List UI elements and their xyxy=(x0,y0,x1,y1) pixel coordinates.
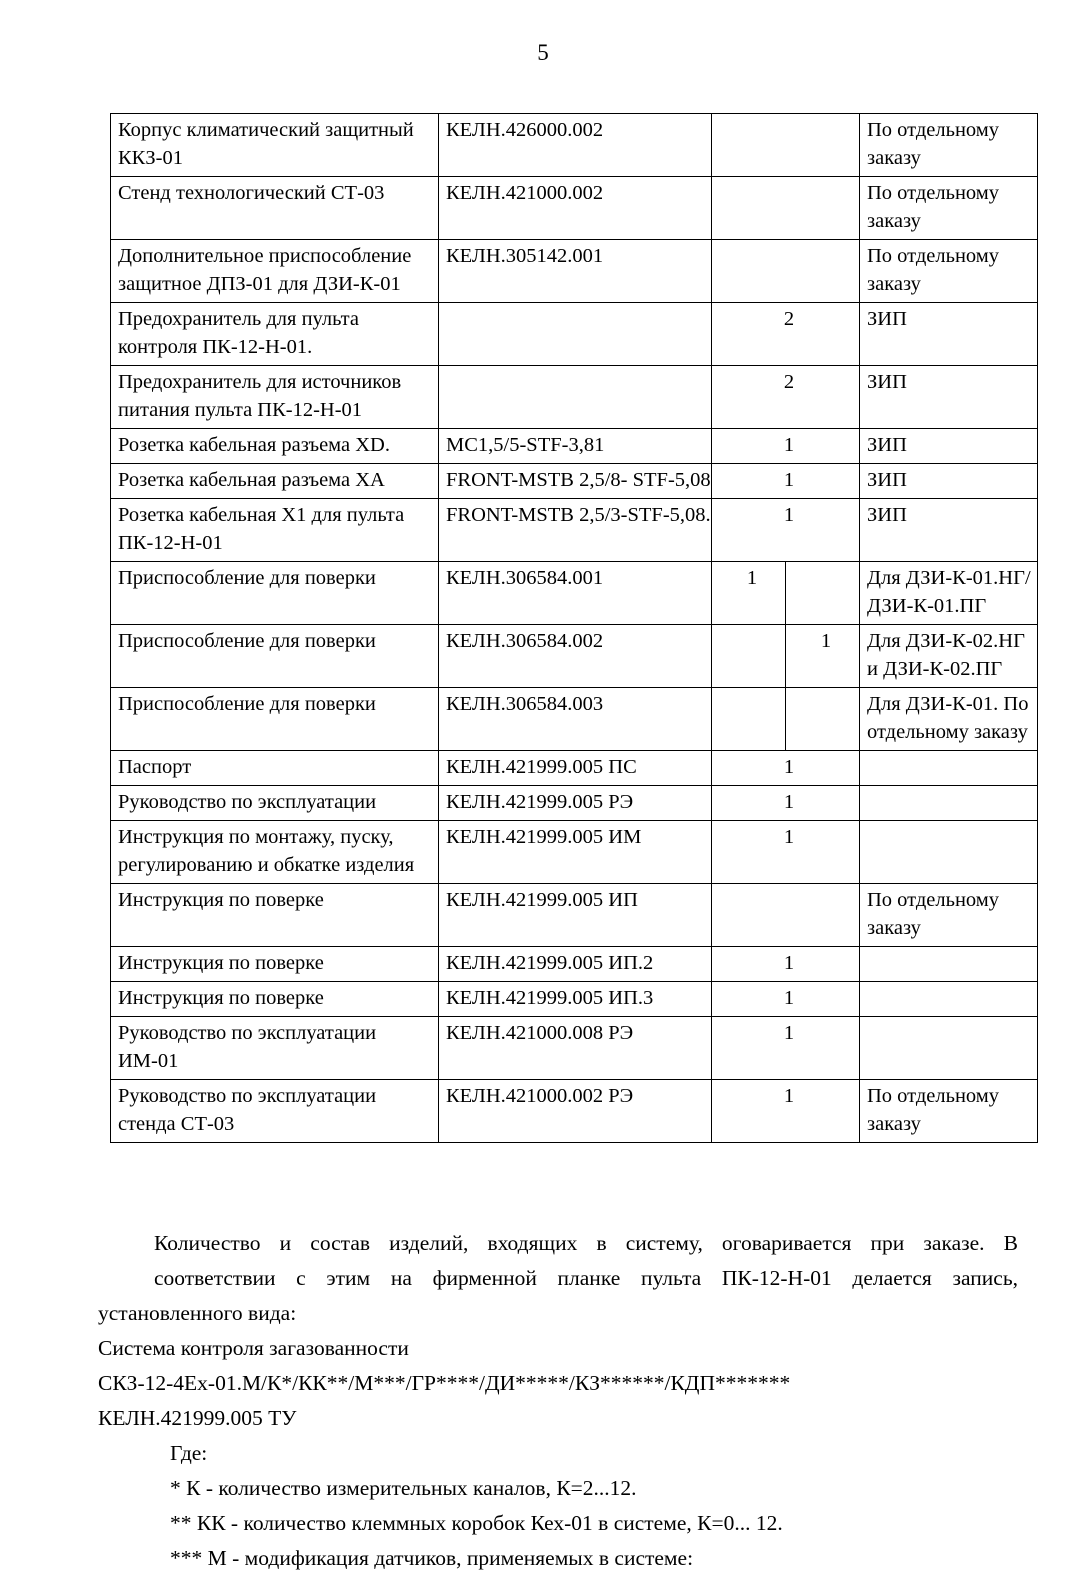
designation-line-1: FRONT-MSTB 2,5/8- xyxy=(446,469,628,491)
table-row xyxy=(111,786,1038,821)
table-row xyxy=(111,821,1038,884)
table-row xyxy=(111,625,1038,688)
table-row xyxy=(111,1080,1038,1143)
cell-designation: КЕЛН.421000.002 РЭ xyxy=(439,1080,712,1143)
table-row xyxy=(111,240,1038,303)
table-row xyxy=(111,562,1038,625)
cell-quantity-a xyxy=(712,688,786,751)
cell-name: Розетка кабельная Х1 для пульта ПК-12-Н-01 xyxy=(111,499,439,562)
cell-designation: МС1,5/5-STF-3,81 xyxy=(439,429,712,464)
cell-designation: КЕЛН.421999.005 РЭ xyxy=(439,786,712,821)
designation-line-2: STF-5,08 xyxy=(632,469,711,491)
cell-note xyxy=(860,1017,1038,1080)
table-row xyxy=(111,177,1038,240)
cell-note: По отдельному заказу xyxy=(860,114,1038,177)
cell-name: Приспособление для поверки xyxy=(111,562,439,625)
cell-quantity: 1 xyxy=(712,947,860,982)
table-row xyxy=(111,688,1038,751)
cell-note: Для ДЗИ-К-01. По отдельному заказу xyxy=(860,688,1038,751)
cell-note: По отдельному заказу xyxy=(860,884,1038,947)
cell-designation: КЕЛН.421999.005 ИП.2 xyxy=(439,947,712,982)
table-row xyxy=(111,429,1038,464)
table-row xyxy=(111,947,1038,982)
cell-designation: КЕЛН.421999.005 ПС xyxy=(439,751,712,786)
cell-note: По отдельному заказу xyxy=(860,177,1038,240)
cell-quantity: 1 xyxy=(712,1017,860,1080)
cell-quantity-b: 1 xyxy=(786,625,860,688)
cell-name: Инструкция по поверке xyxy=(111,884,439,947)
cell-designation xyxy=(439,303,712,366)
cell-name: Корпус климатический защитный ККЗ-01 xyxy=(111,114,439,177)
cell-name: Паспорт xyxy=(111,751,439,786)
cell-name: Розетка кабельная разъема XD. xyxy=(111,429,439,464)
cell-quantity: 1 xyxy=(712,1080,860,1143)
paragraph-order-note xyxy=(98,1226,1018,1331)
cell-designation xyxy=(439,464,712,499)
table-row xyxy=(111,1017,1038,1080)
cell-designation: КЕЛН.421000.008 РЭ xyxy=(439,1017,712,1080)
cell-note: ЗИП xyxy=(860,464,1038,499)
cell-designation: КЕЛН.426000.002 xyxy=(439,114,712,177)
footnote-triple-asterisk: *** М - модификация датчиков, применяемых в системе: xyxy=(170,1546,694,1570)
cell-note xyxy=(860,786,1038,821)
paragraph-line-3: установленного вида: xyxy=(98,1301,297,1325)
line-system-title: Система контроля загазованности xyxy=(98,1336,409,1360)
cell-note xyxy=(860,947,1038,982)
cell-note: ЗИП xyxy=(860,499,1038,562)
line-tu-designation: КЕЛН.421999.005 ТУ xyxy=(98,1406,297,1430)
label-where: Где: xyxy=(170,1441,208,1465)
cell-name: Приспособление для поверки xyxy=(111,625,439,688)
cell-quantity xyxy=(712,114,860,177)
cell-designation: КЕЛН.421999.005 ИП.3 xyxy=(439,982,712,1017)
cell-name: Инструкция по поверке xyxy=(111,947,439,982)
cell-name: Предохранитель для пульта контроля ПК-12-Н-01. xyxy=(111,303,439,366)
cell-name: Руководство по эксплуатации xyxy=(111,786,439,821)
components-specification-table xyxy=(110,113,1038,1143)
cell-name: Предохранитель для источников питания пульта ПК-12-Н-01 xyxy=(111,366,439,429)
cell-name: Дополнительное приспособление защитное ДПЗ-01 для ДЗИ-К-01 xyxy=(111,240,439,303)
cell-quantity: 1 xyxy=(712,821,860,884)
cell-name: Руководство по эксплуатации ИМ-01 xyxy=(111,1017,439,1080)
footnote-single-asterisk: * К - количество измерительных каналов, К=2...12. xyxy=(170,1476,637,1500)
cell-designation xyxy=(439,366,712,429)
cell-name: Розетка кабельная разъема ХА xyxy=(111,464,439,499)
cell-note: ЗИП xyxy=(860,429,1038,464)
cell-quantity: 1 xyxy=(712,499,860,562)
cell-quantity-a: 1 xyxy=(712,562,786,625)
cell-designation: КЕЛН.306584.001 xyxy=(439,562,712,625)
table-row xyxy=(111,464,1038,499)
paragraph-line-2: соответствии с этим на фирменной планке пульта ПК-12-Н-01 делается запись, xyxy=(154,1266,1018,1290)
cell-note xyxy=(860,751,1038,786)
cell-quantity: 1 xyxy=(712,751,860,786)
cell-note: ЗИП xyxy=(860,366,1038,429)
line-product-code: СКЗ-12-4Ex-01.М/К*/КК**/М***/ГР****/ДИ*****/КЗ******/КДП******* xyxy=(98,1371,791,1395)
cell-note xyxy=(860,821,1038,884)
cell-quantity: 1 xyxy=(712,786,860,821)
cell-note: ЗИП xyxy=(860,303,1038,366)
cell-name: Приспособление для поверки xyxy=(111,688,439,751)
cell-quantity-b xyxy=(786,562,860,625)
cell-name: Инструкция по монтажу, пуску, регулированию и обкатке изделия xyxy=(111,821,439,884)
footnote-double-asterisk: ** КК - количество клеммных коробок Кех-01 в системе, К=0... 12. xyxy=(170,1511,783,1535)
cell-name: Инструкция по поверке xyxy=(111,982,439,1017)
table-row xyxy=(111,366,1038,429)
cell-designation: КЕЛН.306584.002 xyxy=(439,625,712,688)
cell-name: Стенд технологический СТ-03 xyxy=(111,177,439,240)
table-row xyxy=(111,751,1038,786)
cell-name: Руководство по эксплуатации стенда СТ-03 xyxy=(111,1080,439,1143)
page-number: 5 xyxy=(537,40,549,65)
cell-designation: КЕЛН.306584.003 xyxy=(439,688,712,751)
cell-quantity xyxy=(712,240,860,303)
cell-quantity: 2 xyxy=(712,366,860,429)
table-row xyxy=(111,303,1038,366)
cell-quantity-a xyxy=(712,625,786,688)
table-row xyxy=(111,499,1038,562)
cell-designation: КЕЛН.421999.005 ИП xyxy=(439,884,712,947)
cell-note xyxy=(860,982,1038,1017)
table-row xyxy=(111,884,1038,947)
cell-quantity-b xyxy=(786,688,860,751)
cell-designation: КЕЛН.421999.005 ИМ xyxy=(439,821,712,884)
table-row xyxy=(111,982,1038,1017)
cell-designation: FRONT-MSTB 2,5/3-STF-5,08. xyxy=(439,499,712,562)
cell-quantity xyxy=(712,177,860,240)
cell-note: По отдельному заказу xyxy=(860,1080,1038,1143)
paragraph-line-1: Количество и состав изделий, входящих в систему, оговаривается при заказе. В xyxy=(154,1231,1018,1255)
cell-note: По отдельному заказу xyxy=(860,240,1038,303)
table-row xyxy=(111,114,1038,177)
body-paragraphs xyxy=(98,1226,1018,1576)
cell-quantity xyxy=(712,884,860,947)
cell-note: Для ДЗИ-К-01.НГ/ ДЗИ-К-01.ПГ xyxy=(860,562,1038,625)
cell-quantity: 1 xyxy=(712,464,860,499)
cell-quantity: 1 xyxy=(712,429,860,464)
cell-designation: КЕЛН.305142.001 xyxy=(439,240,712,303)
cell-quantity: 2 xyxy=(712,303,860,366)
cell-designation: КЕЛН.421000.002 xyxy=(439,177,712,240)
cell-note: Для ДЗИ-К-02.НГ и ДЗИ-К-02.ПГ xyxy=(860,625,1038,688)
cell-quantity: 1 xyxy=(712,982,860,1017)
